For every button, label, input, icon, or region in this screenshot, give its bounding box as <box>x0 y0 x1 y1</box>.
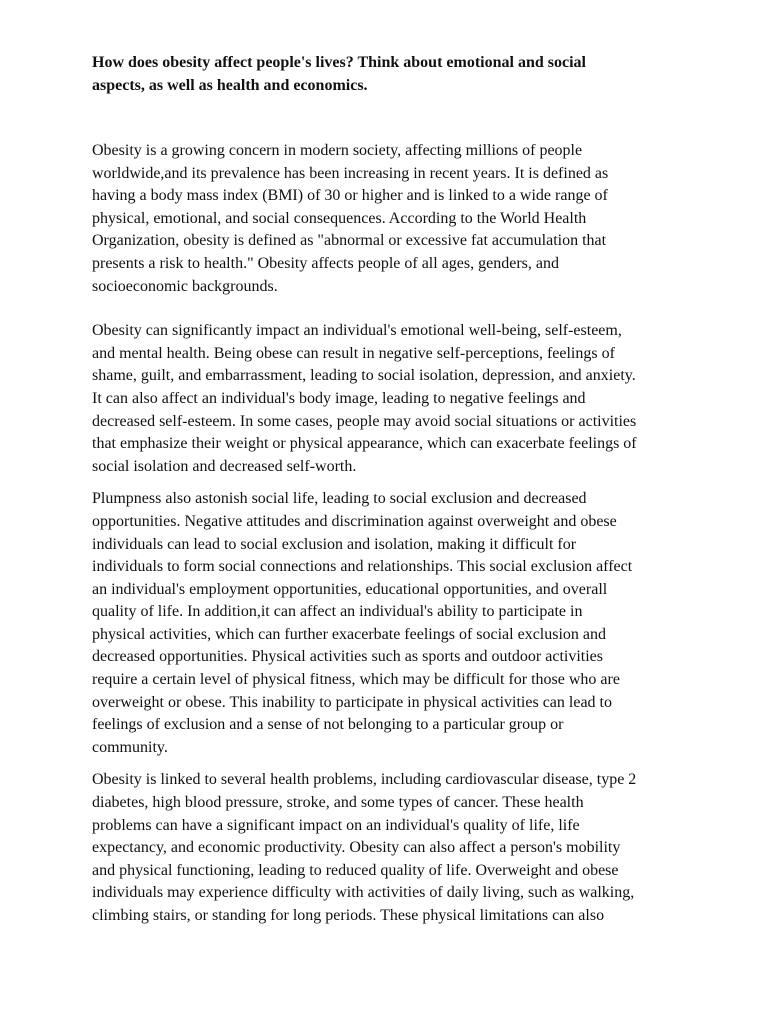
text-line: diabetes, high blood pressure, stroke, and some types of cancer. These health <box>92 794 584 812</box>
text-line: that emphasize their weight or physical appearance, which can exacerbate feelings of <box>92 435 637 453</box>
text-line: Organization, obesity is defined as "abnormal or excessive fat accumulation that <box>92 232 607 250</box>
paragraph-health <box>92 769 717 927</box>
text-line: Plumpness also astonish social life, leading to social exclusion and decreased <box>92 490 587 508</box>
paragraph-emotional <box>92 320 717 478</box>
text-line: problems can have a significant impact on an individual's quality of life, life <box>92 816 580 834</box>
text-line: individuals may experience difficulty with activities of daily living, such as walking, <box>92 884 635 902</box>
text-line: presents a risk to health." Obesity affects people of all ages, genders, and <box>92 254 559 272</box>
text-line: worldwide,and its prevalence has been increasing in recent years. It is defined as <box>92 164 609 182</box>
text-line: community. <box>92 738 168 756</box>
text-line: decreased self-esteem. In some cases, people may avoid social situations or activities <box>92 412 637 430</box>
text-line: and mental health. Being obese can result in negative self-perceptions, feelings of <box>92 344 615 362</box>
text-line: Obesity is a growing concern in modern society, affecting millions of people <box>92 142 583 159</box>
essay-question-heading <box>92 51 732 97</box>
text-line: an individual's employment opportunities, educational opportunities, and overall <box>92 580 608 598</box>
essay-body <box>92 140 717 928</box>
text-line: Obesity can significantly impact an individual's emotional well-being, self-esteem, <box>92 322 622 340</box>
text-line: overweight or obese. This inability to participate in physical activities can lead to <box>92 693 612 711</box>
text-line: decreased opportunities. Physical activities such as sports and outdoor activities <box>92 648 603 666</box>
text-line: and physical functioning, leading to reduced quality of life. Overweight and obese <box>92 861 619 879</box>
text-line: It can also affect an individual's body image, leading to negative feelings and <box>92 389 586 407</box>
heading-line: How does obesity affect people's lives? Think about emotional and social <box>92 54 586 71</box>
text-line: individuals to form social connections and relationships. This social exclusion affect <box>92 558 633 576</box>
text-line: socioeconomic backgrounds. <box>92 277 278 295</box>
text-line: social isolation and decreased self-worth. <box>92 457 357 475</box>
text-line: shame, guilt, and embarrassment, leading to social isolation, depression, and anxiety. <box>92 367 636 385</box>
paragraph-social <box>92 488 717 759</box>
text-line: individuals can lead to social exclusion and isolation, making it difficult for <box>92 535 577 553</box>
heading-line: aspects, as well as health and economics. <box>92 77 368 94</box>
text-line: quality of life. In addition,it can affect an individual's ability to participate in <box>92 603 583 621</box>
text-line: opportunities. Negative attitudes and discrimination against overweight and obese <box>92 512 617 530</box>
text-line: Obesity is linked to several health problems, including cardiovascular disease, type 2 <box>92 771 637 789</box>
paragraph-introduction <box>92 140 717 298</box>
text-line: having a body mass index (BMI) of 30 or higher and is linked to a wide range of <box>92 187 608 205</box>
text-line: feelings of exclusion and a sense of not belonging to a particular group or <box>92 716 564 734</box>
text-line: climbing stairs, or standing for long periods. These physical limitations can also <box>92 907 605 924</box>
text-line: physical, emotional, and social consequences. According to the World Health <box>92 209 587 227</box>
text-line: require a certain level of physical fitness, which may be difficult for those who are <box>92 671 620 689</box>
text-line: physical activities, which can further exacerbate feelings of social exclusion and <box>92 625 607 643</box>
text-line: expectancy, and economic productivity. Obesity can also affect a person's mobility <box>92 839 621 857</box>
